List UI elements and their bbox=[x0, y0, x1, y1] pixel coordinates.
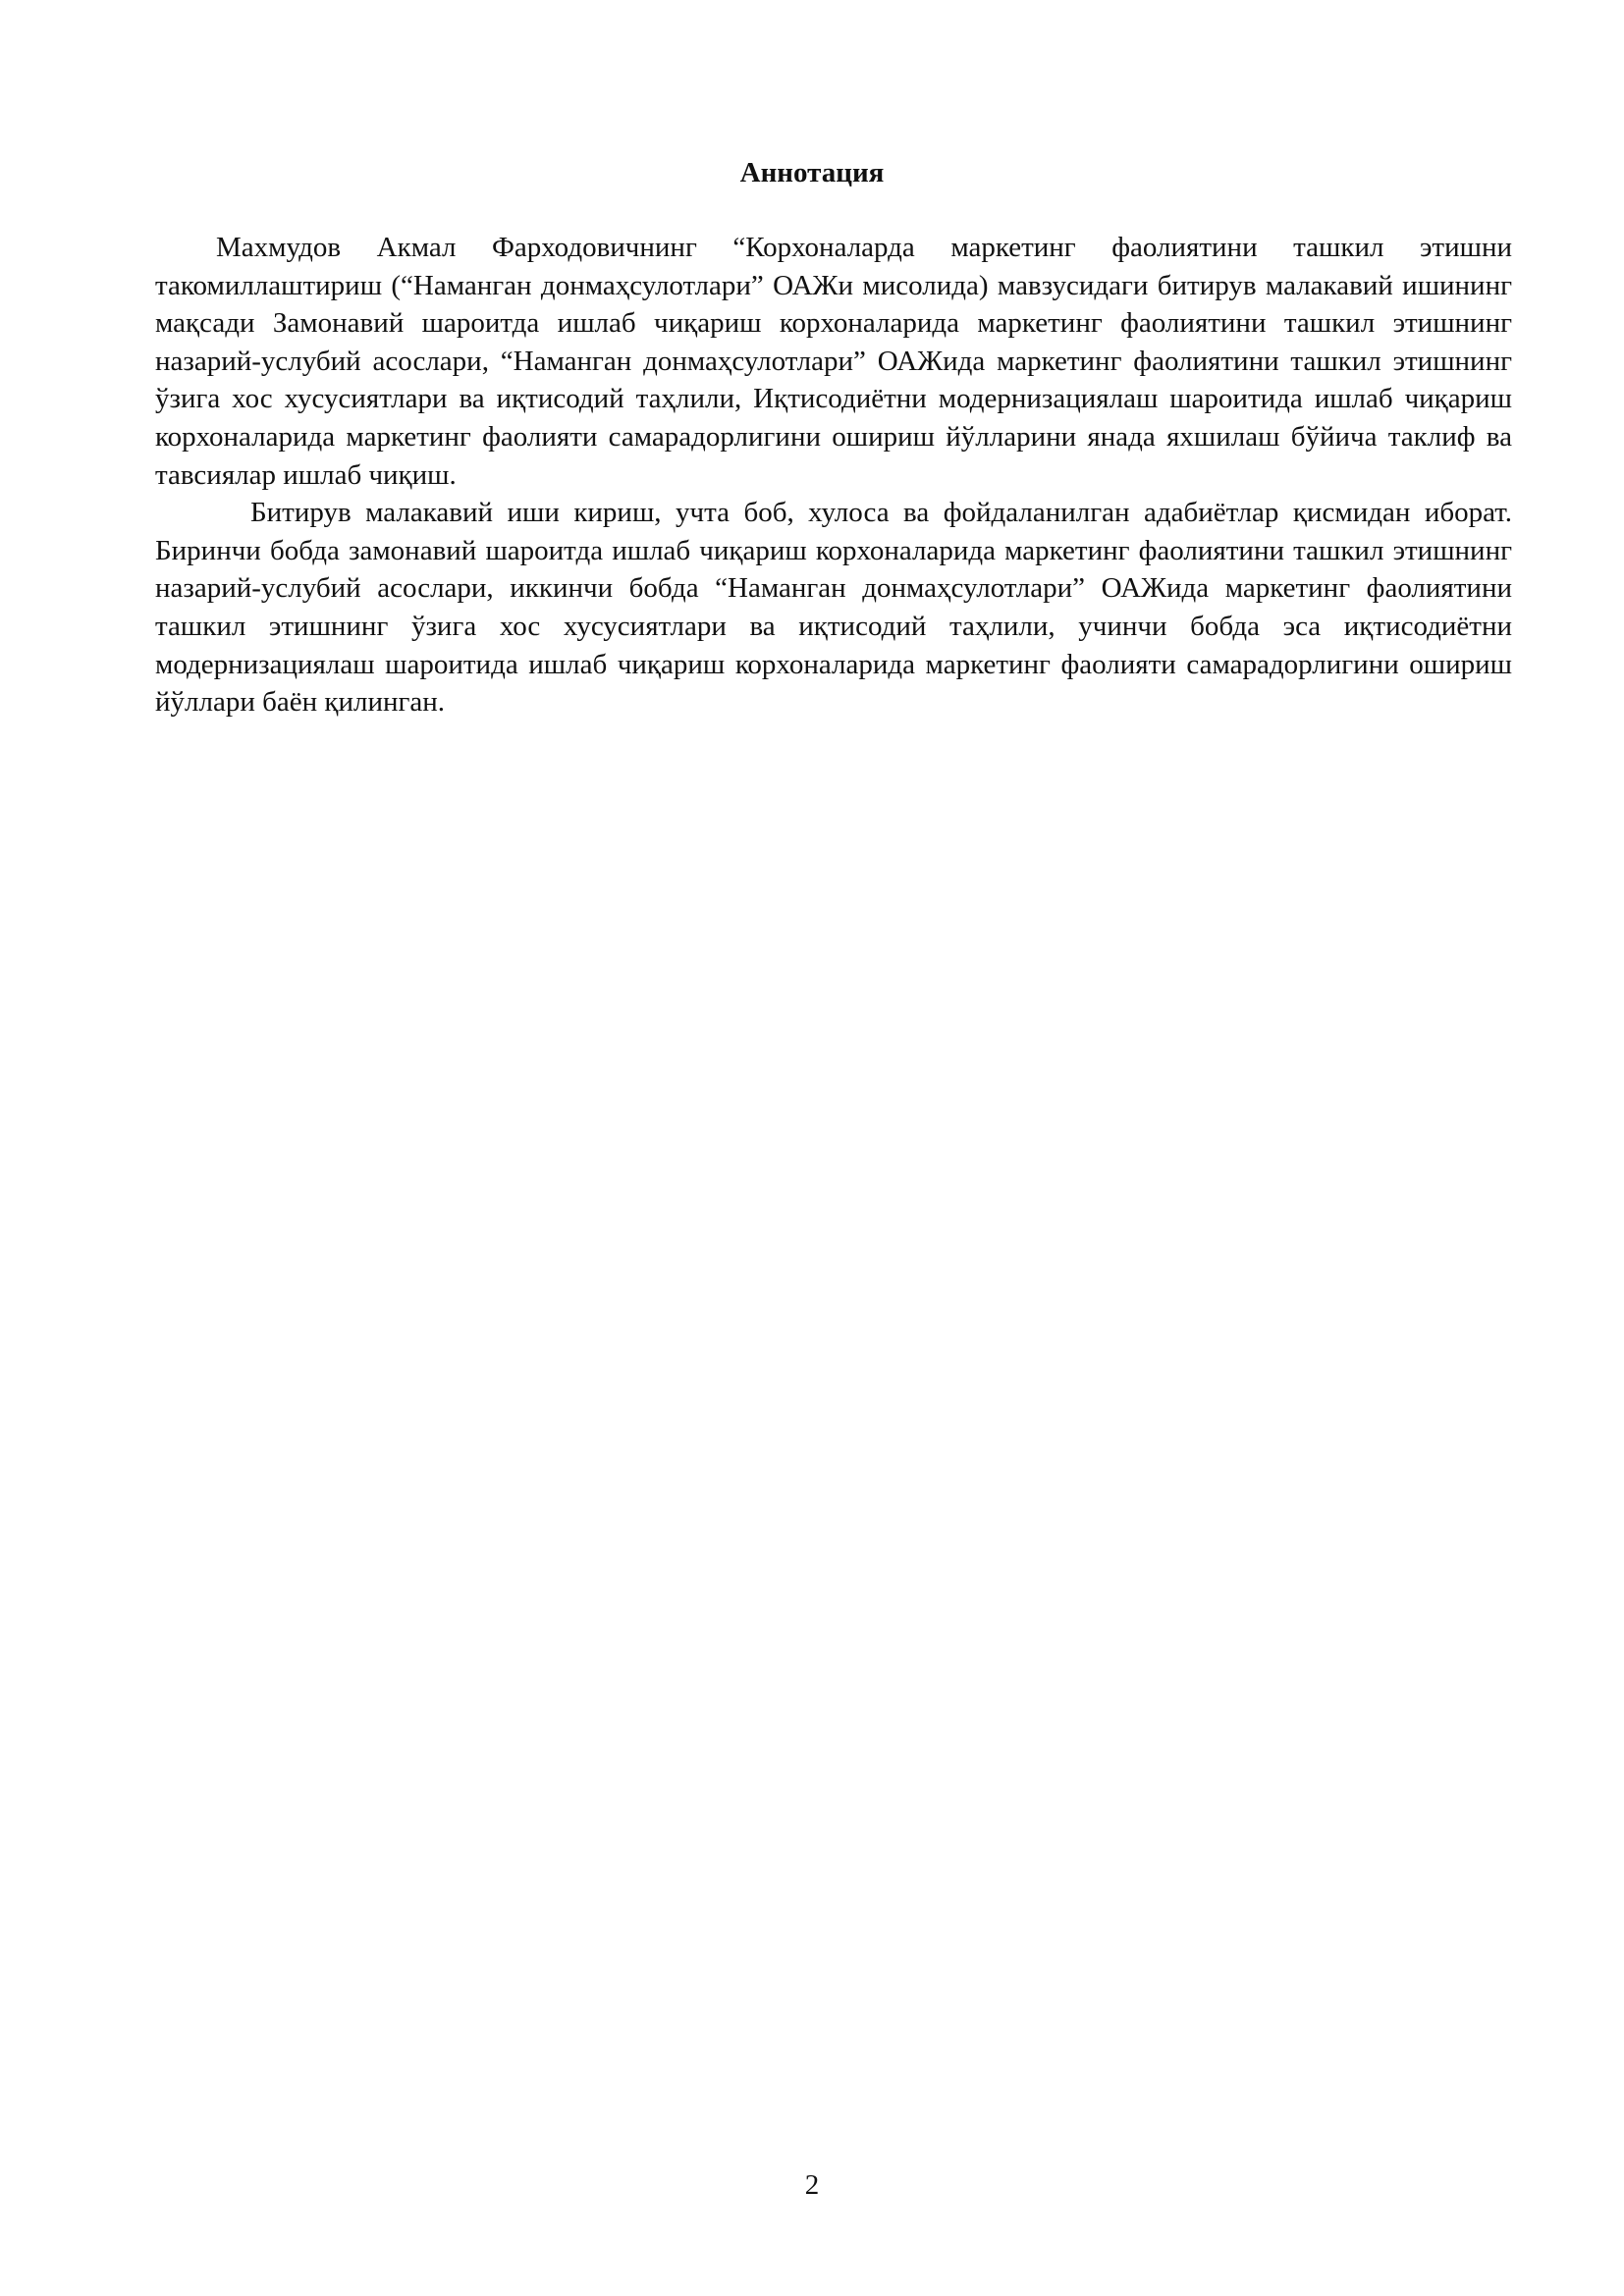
annotation-paragraph-1: Махмудов Акмал Фарходовичнинг “Корхоналарда маркетинг фаолиятини ташкил этишни такомиллаштириш (“Наманган донмаҳсулотлари” ОАЖи мисолида) мавзусидаги битирув малакавий ишининг мақсади Замонавий шароитда ишлаб чиқариш корхоналарида маркетинг фаолиятини ташкил этишнинг назарий-услубий асослари, “Наманган донмаҳсулотлари” ОАЖида маркетинг фаолиятини ташкил этишнинг ўзига хос хусусиятлари ва иқтисодий таҳлили, Иқтисодиётни модернизациялаш шароитида ишлаб чиқариш корхоналарида маркетинг фаолияти самарадорлигини ошириш йўлларини янада яхшилаш бўйича таклиф ва тавсиялар ишлаб чиқиш. bbox=[155, 232, 1512, 491]
annotation-paragraph-2: Битирув малакавий иши кириш, учта боб, хулоса ва фойдаланилган адабиётлар қисмидан иборат. Биринчи бобда замонавий шароитда ишлаб чиқариш корхоналарида маркетинг фаолиятини ташкил этишнинг назарий-услубий асослари, иккинчи бобда “Наманган донмаҳсулотлари” ОАЖида маркетинг фаолиятини ташкил этишнинг ўзига хос хусусиятлари ва иқтисодий таҳлили, учинчи бобда эса иқтисодиётни модернизациялаш шароитида ишлаб чиқариш корхоналарида маркетинг фаолияти самарадорлигини ошириш йўллари баён қилинган. bbox=[155, 497, 1512, 719]
page-number: 2 bbox=[804, 2169, 820, 2201]
document-body bbox=[155, 229, 1512, 721]
document-title: Аннотация bbox=[739, 157, 885, 188]
